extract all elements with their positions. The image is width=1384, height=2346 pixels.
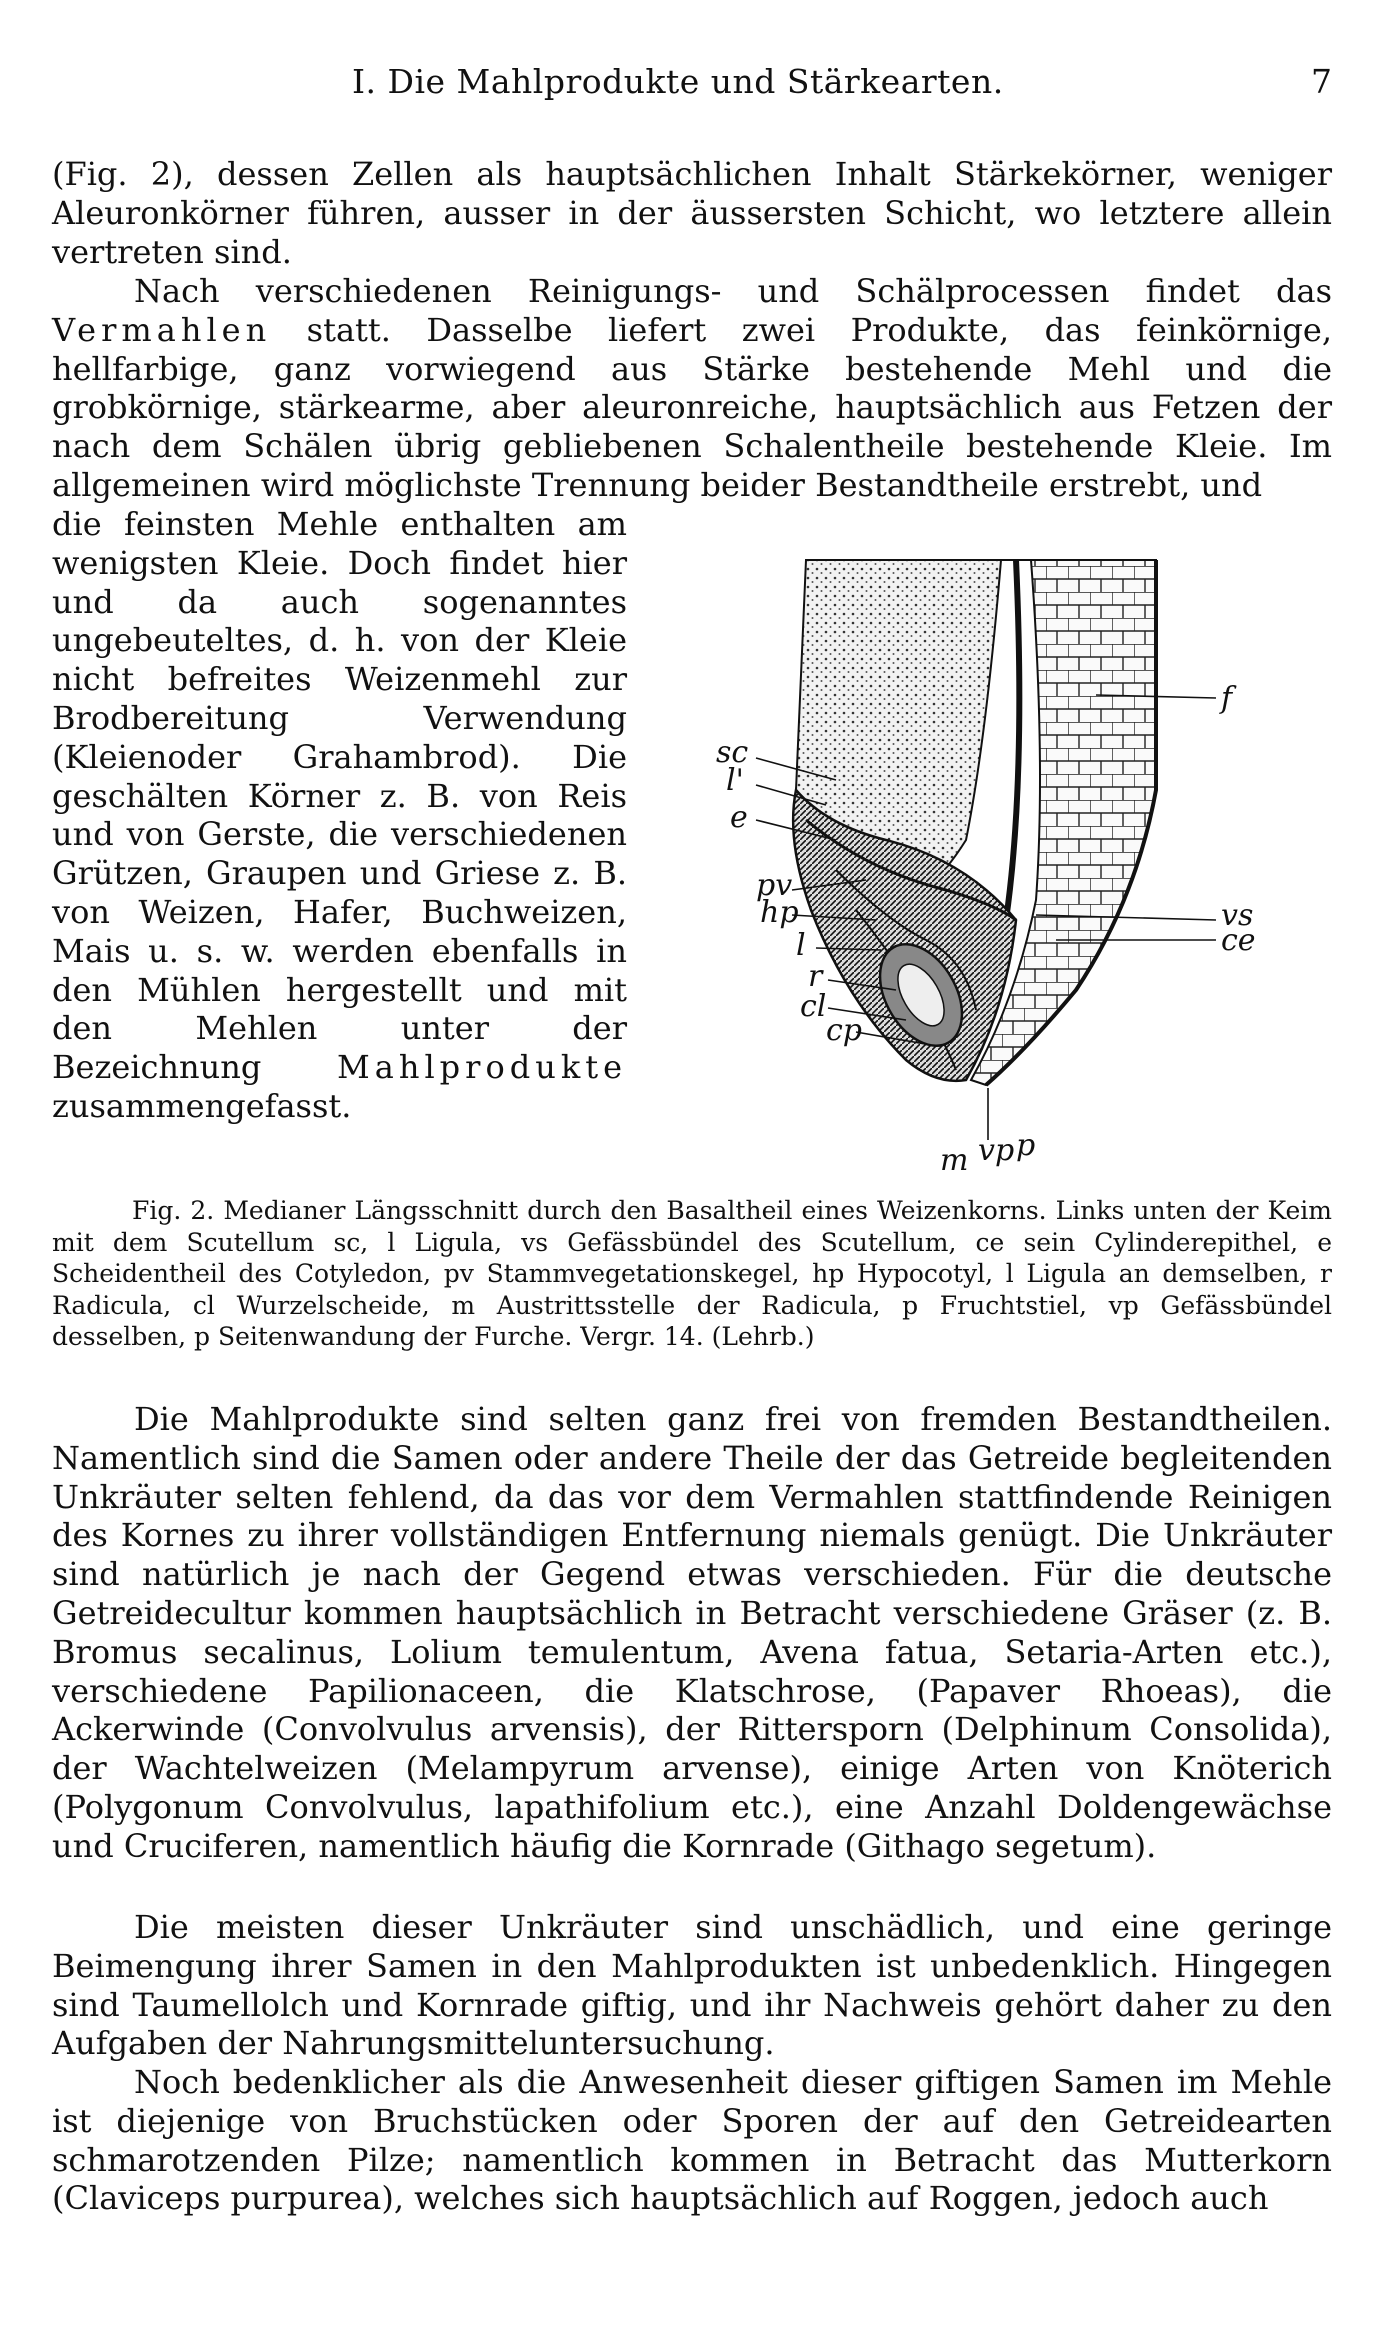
label-e: e (730, 800, 748, 835)
paragraph-2 (52, 272, 1332, 505)
page-number: 7 (1311, 62, 1332, 101)
paragraph-2-wrapped-column (52, 505, 627, 1126)
label-ce: ce (1221, 923, 1256, 958)
term-vermahlen: Vermahlen (52, 310, 272, 349)
paragraph-2-wrapped-text (52, 505, 627, 1126)
label-f: f (1221, 681, 1233, 716)
label-l-prime: l' (726, 763, 744, 798)
label-l: l (796, 928, 806, 963)
wheat-grain-illustration (716, 540, 1332, 1180)
label-cp: cp (826, 1013, 863, 1048)
paragraph-1-text: (Fig. 2), dessen Zellen als hauptsächlichen Inhalt Stärkekörner, weniger Aleuronkörner führen, ausser in der äussersten Schicht, wo letztere allein vertreten sind. (52, 155, 1332, 271)
paragraph-4 (52, 1908, 1332, 2063)
figure-caption-body: Medianer Längsschnitt durch den Basaltheil eines Weizenkorns. Links unten der Keim mit dem Scutellum sc, l Ligula, vs Gefässbündel des Scutellum, ce sein Cylinderepithel, e Scheidentheil des Cotyledon, pv Stammvegetationskegel, hp Hypocotyl, l Ligula an demselben, r Radicula, cl Wurzelscheide, m Austrittsstelle der Radicula, p Fruchtstiel, vp Gefässbündel desselben, p Seitenwandung der Furche. Vergr. 14. (Lehrb.) (52, 1196, 1332, 1351)
paragraph-2-wrap-a: die feinsten Mehle enthalten am wenigsten Kleie. Doch findet hier und da auch sogenanntes ungebeuteltes, d. h. von der Kleie nicht befreites Weizenmehl zur Brodbereitung Verwendung (Kleienoder Grahambrod). Die geschälten Körner z. B. von Reis und von Gerste, die verschiedenen Grützen, Graupen und Griese z. B. von Weizen, Hafer, Buchweizen, Mais u. s. w. werden ebenfalls in den Mühlen hergestellt und mit den Mehlen unter der Bezeichnung (52, 505, 627, 1087)
label-cl: cl (800, 989, 827, 1024)
paragraph-3 (52, 1400, 1332, 1866)
label-pv: pv (756, 868, 793, 903)
paragraph-4-text: Die meisten dieser Unkräuter sind unschädlich, und eine geringe Beimengung ihrer Samen in den Mahlprodukten ist unbedenklich. Hingegen sind Taumellolch und Kornrade giftig, und ihr Nachweis gehört daher zu den Aufgaben der Nahrungsmitteluntersuchung. (52, 1908, 1332, 2063)
paragraph-2-wrap-b: zusammengefasst. (52, 1086, 352, 1125)
label-vs: vs (1221, 898, 1254, 933)
paragraph-2-rest: statt. Dasselbe liefert zwei Produkte, das feinkörnige, hellfarbige, ganz vorwiegend aus Stärke bestehende Mehl und die grobkörnige, stärkearme, aber aleuronreiche, hauptsächlich aus Fetzen der nach dem Schälen übrig gebliebenen Schalentheile bestehende Kleie. Im allgemeinen wird möglichste Trennung beider Bestandtheile erstrebt, und (52, 310, 1333, 504)
paragraph-2-intro: Nach verschiedenen Reinigungs- und Schälprocessen findet das (134, 272, 1332, 310)
label-m: m (940, 1143, 969, 1178)
label-p: p (1016, 1128, 1036, 1163)
paragraph-5-text: Noch bedenklicher als die Anwesenheit dieser giftigen Samen im Mehle ist diejenige von Bruchstücken oder Sporen der auf den Getreidearten schmarotzenden Pilze; namentlich kommen in Betracht das Mutterkorn (Claviceps purpurea), welches sich hauptsächlich auf Roggen, jedoch auch (52, 2063, 1332, 2218)
label-r: r (808, 959, 823, 994)
paragraph-1 (52, 155, 1332, 271)
running-header (52, 62, 1332, 110)
label-vp: vp (978, 1133, 1015, 1168)
paragraph-2-text (52, 272, 1332, 505)
figure-wheat-grain-section (716, 540, 1332, 1180)
label-hp: hp (760, 895, 799, 930)
label-sc: sc (716, 735, 749, 770)
chapter-title: I. Die Mahlprodukte und Stärkearten. (352, 62, 1004, 101)
paragraph-5 (52, 2063, 1332, 2218)
figure-caption (52, 1195, 1332, 1353)
figure-number: Fig. 2. (132, 1196, 215, 1225)
figure-caption-text (52, 1195, 1332, 1353)
term-mahlprodukte: Mahlprodukte (336, 1048, 627, 1087)
paragraph-3-text: Die Mahlprodukte sind selten ganz frei von fremden Bestandtheilen. Namentlich sind die Samen oder andere Theile der das Getreide begleitenden Unkräuter selten fehlend, da das vor dem Vermahlen stattfindende Reinigen des Kornes zu ihrer vollständigen Entfernung niemals genügt. Die Unkräuter sind natürlich je nach der Gegend etwas verschieden. Für die deutsche Getreidecultur kommen hauptsächlich in Betracht verschiedene Gräser (z. B. Bromus secalinus, Lolium temulentum, Avena fatua, Setaria-Arten etc.), verschiedene Papilionaceen, die Klatschrose, (Papaver Rhoeas), die Ackerwinde (Convolvulus arvensis), der Rittersporn (Delphinum Consolida), der Wachtelweizen (Melampyrum arvense), einige Arten von Knöterich (Polygonum Convolvulus, lapathifolium etc.), eine Anzahl Doldengewächse und Cruciferen, namentlich häufig die Kornrade (Githago segetum). (52, 1400, 1332, 1865)
